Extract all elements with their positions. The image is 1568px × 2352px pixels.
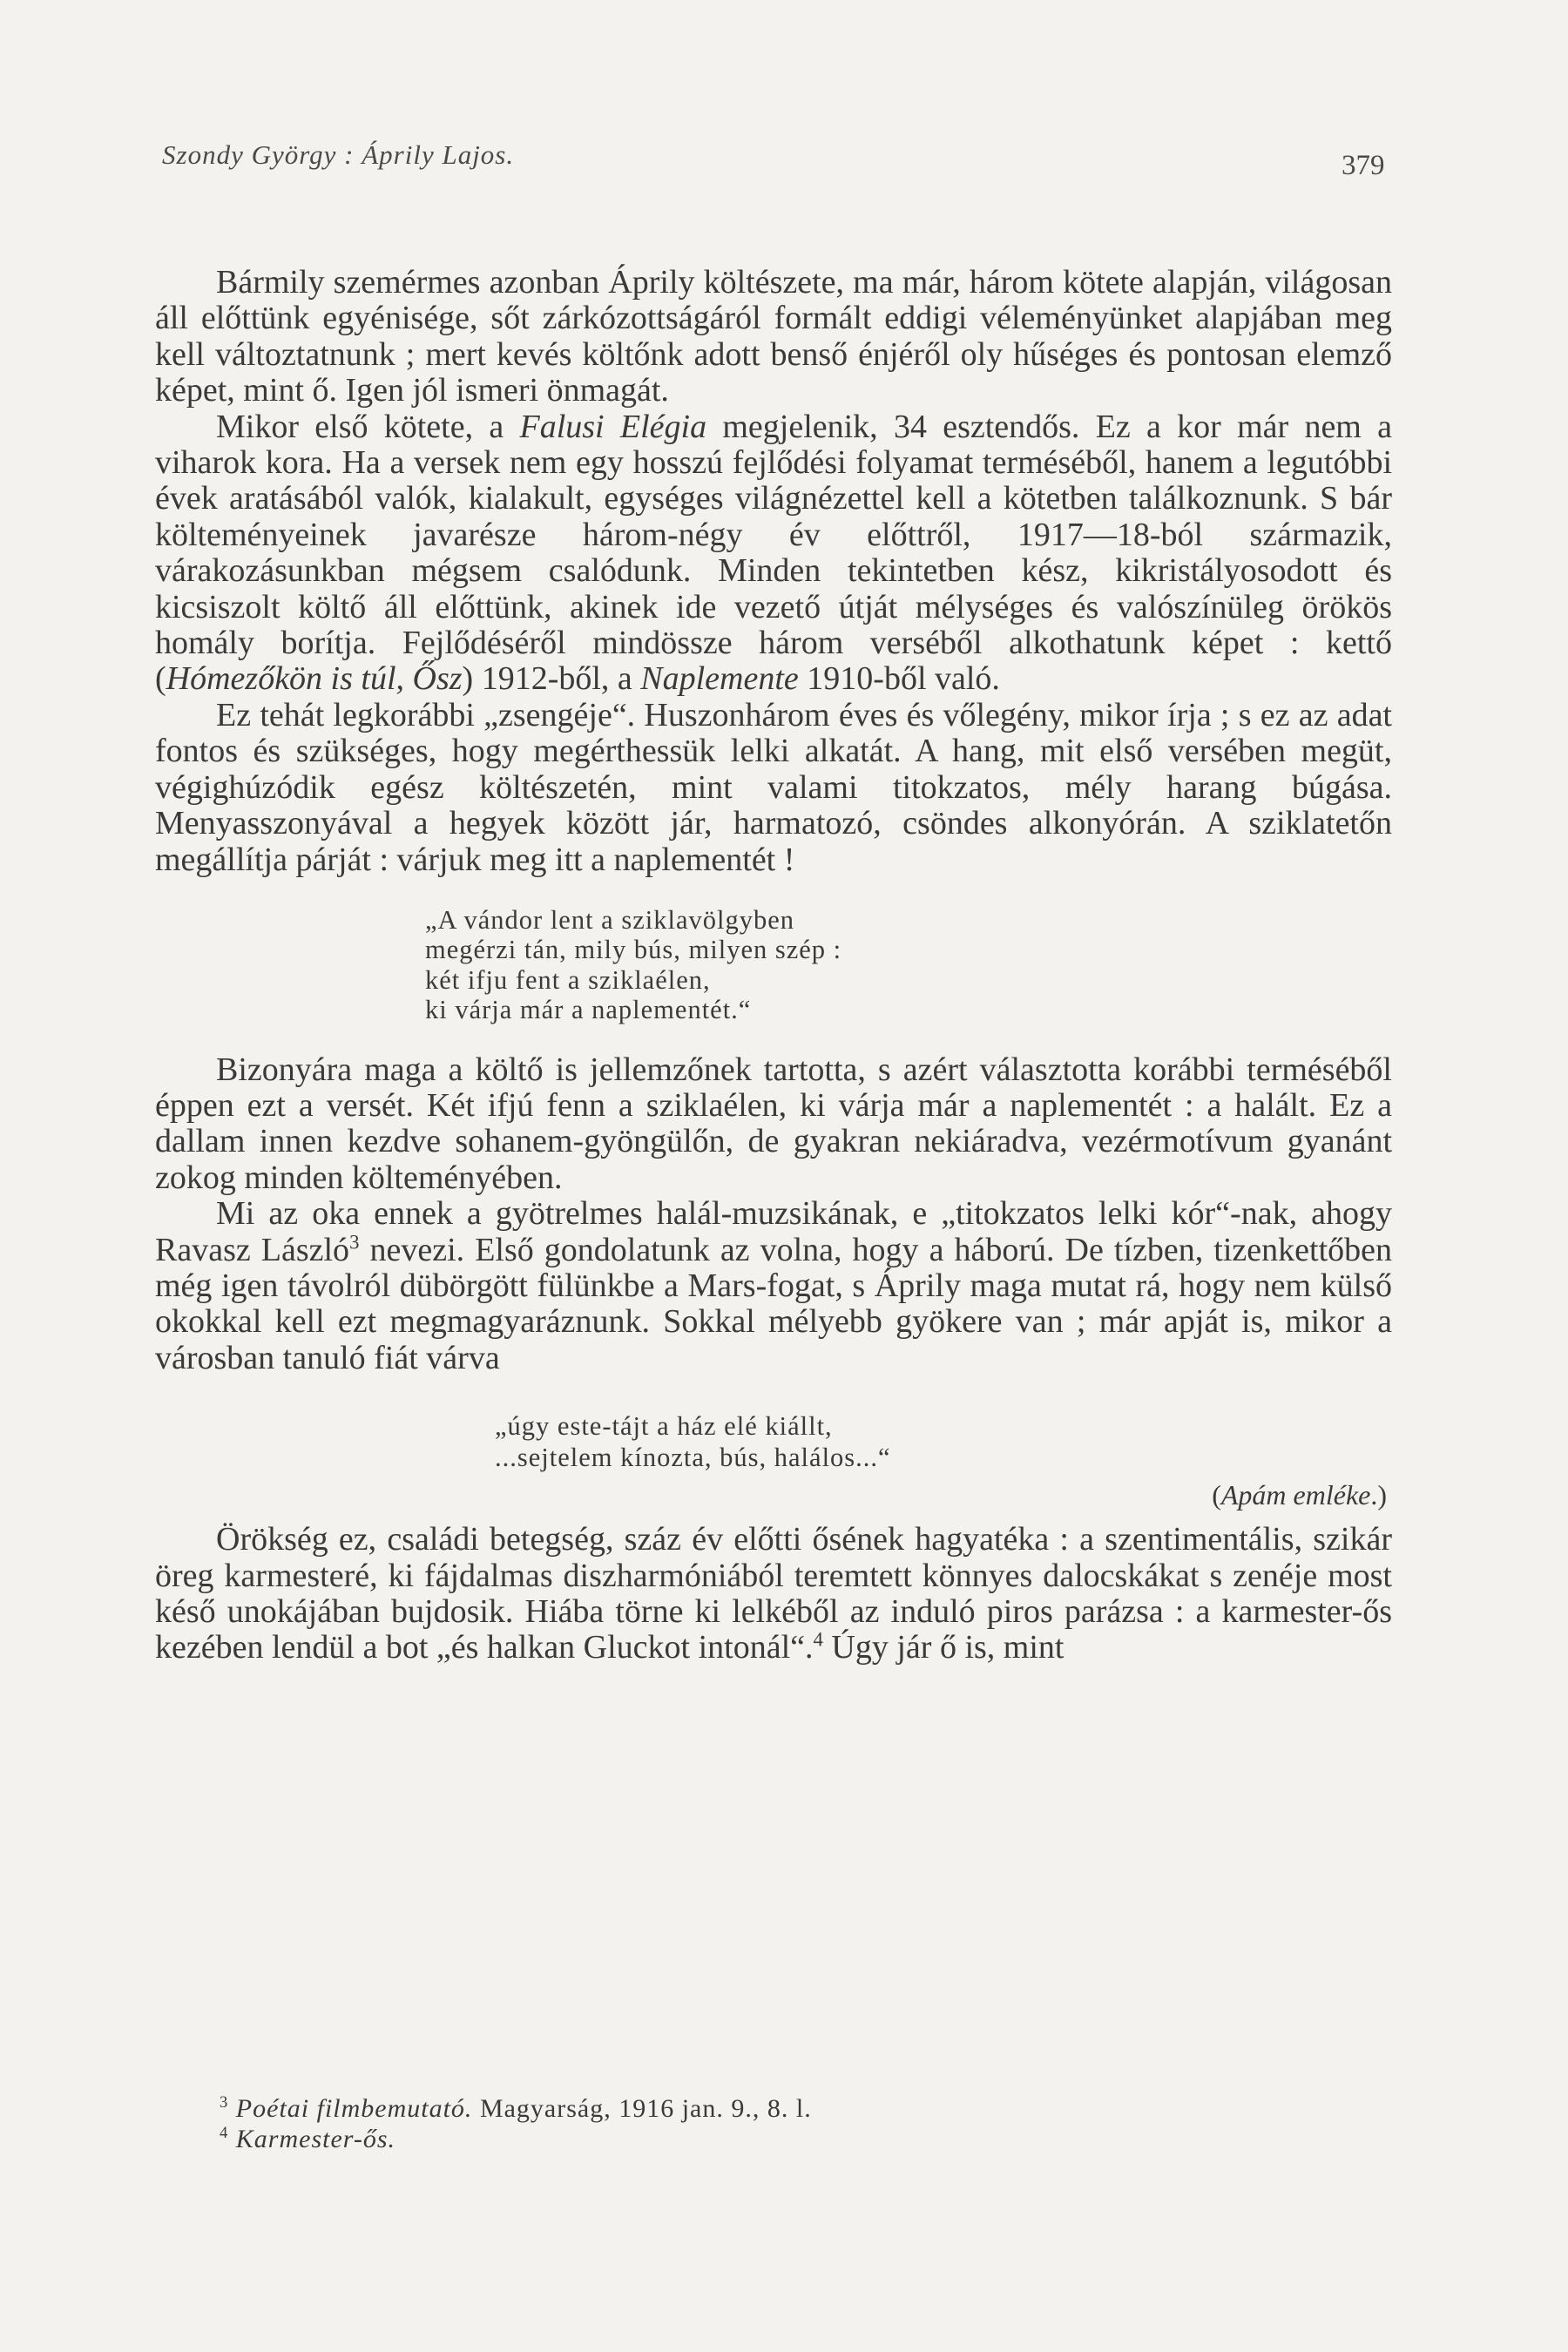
text-run: Úgy jár ő is, mint: [822, 1629, 1064, 1666]
poem-line: ...sejtelem kínozta, bús, halálos...“: [495, 1443, 891, 1473]
footnotes: [220, 2093, 812, 2154]
text-run: Bizonyára maga a költő is jellemzőnek tartotta, s azért választotta korábbi terméséből éppen ezt a versét. Két ifjú fenn a sziklaélen, ki várja már a naplementét : a halált. Ez a dallam innen kezdve sohanem-gyöngülőn, de gyakran nekiáradva, vezérmotívum gyanánt zokog minden költeményében.: [155, 1051, 1392, 1196]
footnote-3: [220, 2093, 812, 2124]
text-run: (: [1212, 1479, 1221, 1511]
text-run: megjelenik, 34 esztendős. Ez a kor már nem a viharok kora. Ha a versek nem egy hosszú fejlődési folyamat terméséből, hanem a legutóbbi évek aratásából valók, kialakult, egységes világnézettel kell a kötetben találkoznunk. S bár költeményeinek javarésze három-négy év előttről, 1917—18-ból származik, várakozásunkban mégsem csalódunk. Minden tekintetben kész, kikristályosodott és kicsiszolt költő áll előttünk, akinek ide vezető útját mélységes és valószínüleg örökös homály borítja. Fejlődéséről mindössze három verséből alkothatunk képet : kettő (: [155, 408, 1392, 698]
text-run: nevezi. Első gondolatunk az volna, hogy a háború. De tízben, tizenkettőben még igen távolról dübörgött fülünkbe a Mars-fogat, s Áprily maga mutat rá, hogy nem külső okokkal kell ezt megmagyaráznunk. Sokkal mélyebb gyökere van ; már apját is, mikor a városban tanuló fiát várva: [155, 1231, 1392, 1376]
text-run: Örökség ez, családi betegség, száz év előtti ősének hagyatéka : a szentimentális, szikár öreg karmesteré, ki fájdalmas diszharmóniából teremtett könnyes dalocskákat s zenéje most késő unokájában bujdosik. Hiába törne ki lelkéből az induló piros parázsa : a karmester-ős kezében lendül a bot „és halkan Gluckot intonál“.: [155, 1521, 1392, 1666]
italic-text: Falusi Elégia: [519, 408, 707, 445]
paragraph: [155, 1522, 1392, 1666]
italic-text: Naplemente: [640, 660, 799, 698]
italic-text: Apám emléke: [1220, 1479, 1371, 1511]
poem-line: két ifju fent a sziklaélen,: [425, 964, 711, 995]
poem-line: megérzi tán, mily bús, milyen szép :: [425, 935, 842, 965]
footnote-4: [220, 2124, 812, 2154]
poem-line: „A vándor lent a sziklavölgyben: [425, 904, 795, 935]
text-run: [228, 2094, 236, 2123]
italic-text: Hómezőkön is túl, Ősz: [166, 660, 463, 698]
footnote-ref: 3: [349, 1230, 360, 1253]
poem-line: „úgy este-tájt a ház elé kiállt,: [495, 1411, 833, 1442]
footnote-ref: 3: [220, 2093, 229, 2112]
poem-line: ki várja már a naplementét.“: [425, 995, 752, 1025]
text-run: [228, 2125, 236, 2153]
paragraph: [155, 1196, 1392, 1376]
body-text: [155, 265, 1392, 1666]
text-run: 1910-ből való.: [798, 660, 1000, 698]
page-number: 379: [1342, 150, 1385, 181]
italic-text: Poétai filmbemutató.: [235, 2094, 473, 2123]
footnote-ref: 4: [220, 2124, 229, 2142]
footnote-ref: 4: [813, 1628, 823, 1651]
text-run: Mi az oka ennek a gyötrelmes halál-muzsikának, e „titokzatos lelki kór“-nak, ahogy Ravasz László: [155, 1195, 1392, 1268]
poem-apam-emleke: [495, 1410, 1392, 1473]
paragraph: [155, 1052, 1392, 1197]
paragraph: [155, 409, 1392, 698]
paragraph: [155, 265, 1392, 409]
poem-source: [155, 1478, 1387, 1511]
text-run: ) 1912-ből, a: [462, 660, 641, 698]
text-run: Bármily szemérmes azonban Áprily költészete, ma már, három kötete alapján, világosan áll előttünk egyénisége, sőt zárkózottságáról formált eddigi véleményünket alapjában meg kell változtatnunk ; mert kevés költőnk adott benső énjéről oly hűséges és pontosan elemző képet, mint ő. Igen jól ismeri önmagát.: [155, 264, 1392, 409]
paragraph-group-3: [155, 1522, 1392, 1666]
paragraph-group-1: [155, 265, 1392, 878]
italic-text: Karmester-ős.: [235, 2125, 396, 2153]
text-run: Ez tehát legkorábbi „zsengéje“. Huszonhárom éves és vőlegény, mikor írja ; s ez az adat fontos és szükséges, hogy megérthessük lelki alkatát. A hang, mit első versében megüt, végighúzódik egész költészetén, mint valami titokzatos, mély harang búgása. Menyasszonyával a hegyek között jár, harmatozó, csöndes alkonyórán. A sziklatetőn megállítja párját : várjuk meg itt a naplementét !: [155, 696, 1392, 878]
paragraph-group-2: [155, 1052, 1392, 1377]
poem-naplemente: [425, 905, 1392, 1025]
text-run: Mikor első kötete, a: [216, 408, 520, 445]
text-run: .): [1370, 1479, 1387, 1511]
paragraph: [155, 698, 1392, 878]
text-run: Magyarság, 1916 jan. 9., 8. l.: [472, 2094, 812, 2123]
running-head: Szondy György : Áprily Lajos.: [162, 139, 515, 170]
